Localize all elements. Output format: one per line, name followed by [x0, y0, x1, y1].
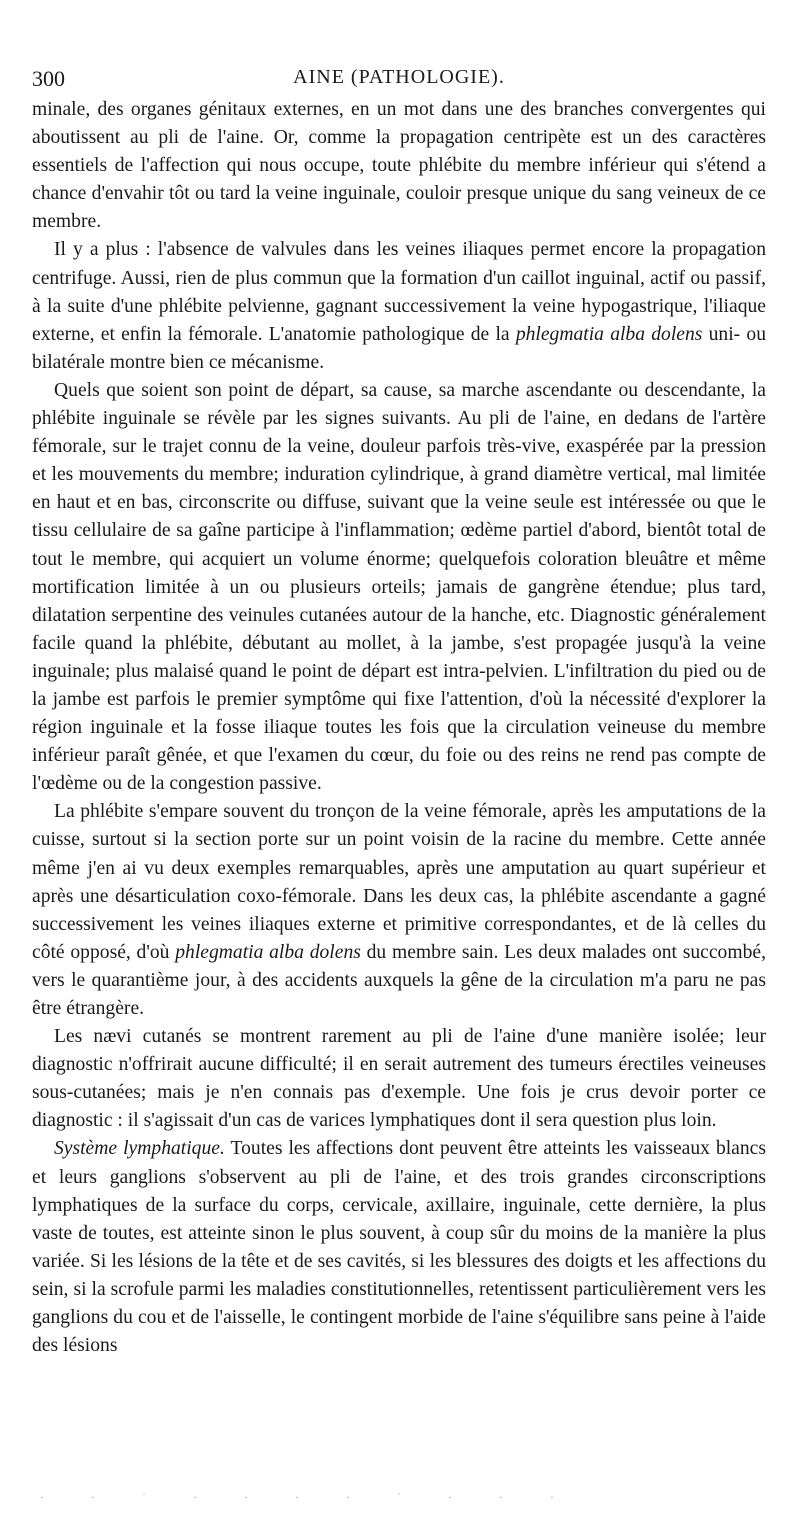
text-segment: Il y a plus : l'absence de valvules dans les veines iliaques permet encore la propagation centrifuge. Aussi, rien de plus commun que la formation d'un caillot inguinal, actif ou passif, à la suite d'une phlébite pelvienne, gagnant successivement la veine hypogastrique, l'iliaque externe, et enfin la fémorale. L'anatomie pathologique de la [32, 239, 766, 345]
paragraph [32, 1135, 766, 1360]
running-title: AINE (PATHOLOGIE). [293, 66, 505, 88]
scan-noise-marks: · · ˙ · · · · ˙ · · · [40, 1490, 576, 1502]
text-segment: Quels que soient son point de départ, sa cause, sa marche ascendante ou descendante, la phlébite inguinale se révèle par les signes suivants. Au pli de l'aine, en dedans de l'artère fémorale, sur le trajet connu de la veine, douleur parfois très-vive, exaspérée par la pression et les mouvements du membre; induration cylindrique, à grand diamètre vertical, mal limitée en haut et en bas, circonscrite ou diffuse, suivant que la veine seule est intéressée ou que le tissu cellulaire de sa gaîne participe à l'inflammation; œdème partiel d'abord, bientôt total de tout le membre, qui acquiert un volume énorme; quelquefois coloration bleuâtre et même mortification limitée à un ou plusieurs orteils; jamais de gangrène étendue; plus tard, dilatation serpentine des veinules cutanées autour de la hanche, etc. Diagnostic généralement facile quand la phlébite, débutant au mollet, à la jambe, s'est propagée jusqu'à la veine inguinale; plus malaisé quand le point de départ est intra-pelvien. L'infiltration du pied ou de la jambe est parfois le premier symptôme qui fixe l'attention, d'où la nécessité d'explorer la région inguinale et la fosse iliaque toutes les fois que la circulation veineuse du membre inférieur paraît gênée, et que l'examen du cœur, du foie ou des reins ne rend pas compte de l'œdème ou de la congestion passive. [32, 379, 766, 795]
italic-term: phlegmatia alba dolens [515, 323, 703, 345]
running-head [32, 62, 766, 96]
text-segment: minale, des organes génitaux externes, en un mot dans une des branches convergentes qui aboutissent au pli de l'aine. Or, comme la propagation centripète est un des caractères essentiels de l'affection qui nous occupe, toute phlébite du membre inférieur qui s'étend a chance d'envahir tôt ou tard la veine inguinale, couloir presque unique du sang veineux de ce membre. [32, 99, 766, 233]
text-segment: du membre sain. Les deux malades ont succombé, vers le quarantième jour, à des accidents auxquels la gêne de la circulation m'a paru ne pas être étrangère. [32, 941, 766, 1019]
body-text [32, 96, 766, 1360]
text-segment: Les nævi cutanés se montrent rarement au pli de l'aine d'une manière isolée; leur diagnostic n'offrirait aucune difficulté; il en serait autrement des tumeurs érectiles veineuses sous-cutanées; mais je n'en connais pas d'exemple. Une fois je crus devoir porter ce diagnostic : il s'agissait d'un cas de varices lymphatiques dont il sera question plus loin. [32, 1026, 766, 1132]
paragraph [32, 96, 766, 236]
italic-term: phlegmatia alba dolens [175, 941, 361, 963]
section-heading-inline: Système lymphatique. [54, 1138, 225, 1160]
page-number: 300 [32, 66, 65, 91]
paragraph [32, 377, 766, 798]
book-page [32, 62, 766, 1360]
paragraph [32, 798, 766, 1023]
text-segment: Toutes les affections dont peuvent être atteints les vaisseaux blancs et leurs ganglions s'observent au pli de l'aine, et des trois grandes circonscriptions lymphatiques de la surface du corps, cervicale, axillaire, inguinale, cette dernière, la plus vaste de toutes, est atteinte sinon le plus souvent, à coup sûr du moins de la manière la plus variée. Si les lésions de la tête et de ses cavités, si les blessures des doigts et les affections du sein, si la scrofule parmi les maladies constitutionnelles, retentissent particulièrement vers les ganglions du cou et de l'aisselle, le contingent morbide de l'aine s'équilibre sans peine à l'aide des lésions [32, 1138, 766, 1357]
text-segment: uni- ou bilatérale montre bien ce mécanisme. [32, 323, 766, 373]
paragraph [32, 1023, 766, 1135]
paragraph [32, 236, 766, 376]
text-segment: La phlébite s'empare souvent du tronçon de la veine fémorale, après les amputations de la cuisse, surtout si la section porte sur un point voisin de la racine du membre. Cette année même j'en ai vu deux exemples remarquables, après une amputation au quart supérieur et après une désarticulation coxo-fémorale. Dans les deux cas, la phlébite ascendante a gagné successivement les veines iliaques externe et primitive correspondantes, et de là celles du côté opposé, d'où [32, 801, 766, 963]
